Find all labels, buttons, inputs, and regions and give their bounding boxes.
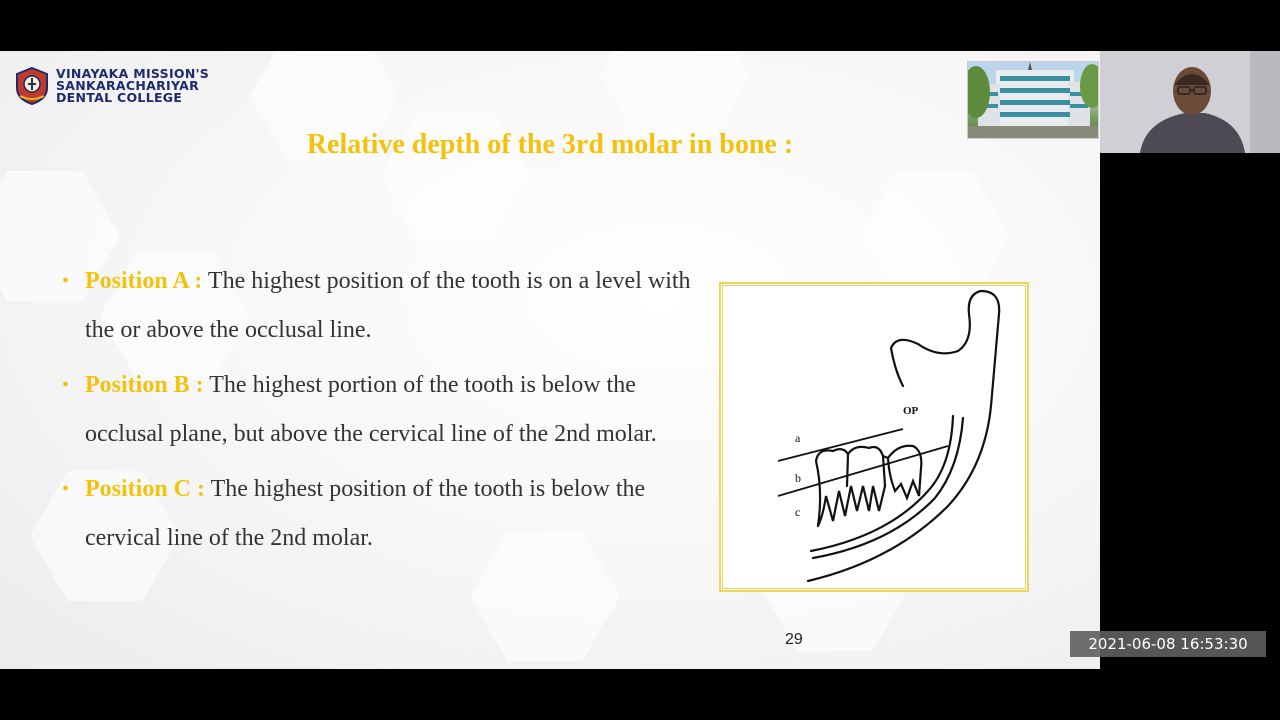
bullet-dot-icon: • — [62, 374, 70, 396]
label-b: b — [795, 471, 801, 485]
college-emblem-icon — [14, 66, 50, 106]
college-name-line2: SANKARACHARIYAR — [56, 78, 200, 93]
bullet-dot-icon: • — [62, 478, 70, 500]
bullet-position-c — [62, 465, 702, 563]
slide-title: Relative depth of the 3rd molar in bone : — [306, 129, 794, 160]
bullet-label: Position B : — [85, 372, 204, 398]
label-c: c — [795, 505, 801, 519]
presentation-slide — [0, 51, 1100, 669]
label-a: a — [795, 431, 801, 445]
mandible-diagram — [720, 283, 1028, 591]
bullet-position-b — [62, 361, 702, 459]
bullet-dot-icon: • — [62, 270, 70, 292]
bullet-position-a — [62, 257, 702, 355]
college-name-line1: VINAYAKA MISSION'S — [56, 66, 210, 81]
mandible-illustration — [723, 286, 1025, 588]
bullet-label: Position A : — [85, 268, 203, 294]
recording-timestamp: 2021-06-08 16:53:30 — [1070, 631, 1266, 657]
college-name — [56, 68, 209, 104]
bullet-text: The highest position of the tooth is below the cervical line of the 2nd molar. — [85, 476, 646, 551]
college-building-photo — [967, 61, 1099, 139]
bullet-label: Position C : — [85, 476, 205, 502]
college-logo — [14, 65, 224, 110]
label-op: OP — [903, 405, 919, 417]
bullet-text: The highest position of the tooth is on a level with the or above the occlusal line. — [85, 268, 691, 343]
bullet-text: The highest portion of the tooth is below the occlusal plane, but above the cervical line of the 2nd molar. — [85, 372, 657, 447]
bullet-list — [62, 257, 702, 569]
college-name-line3: DENTAL COLLEGE — [56, 90, 183, 105]
presenter-webcam-feed — [1100, 51, 1280, 153]
page-number: 29 — [785, 631, 803, 648]
